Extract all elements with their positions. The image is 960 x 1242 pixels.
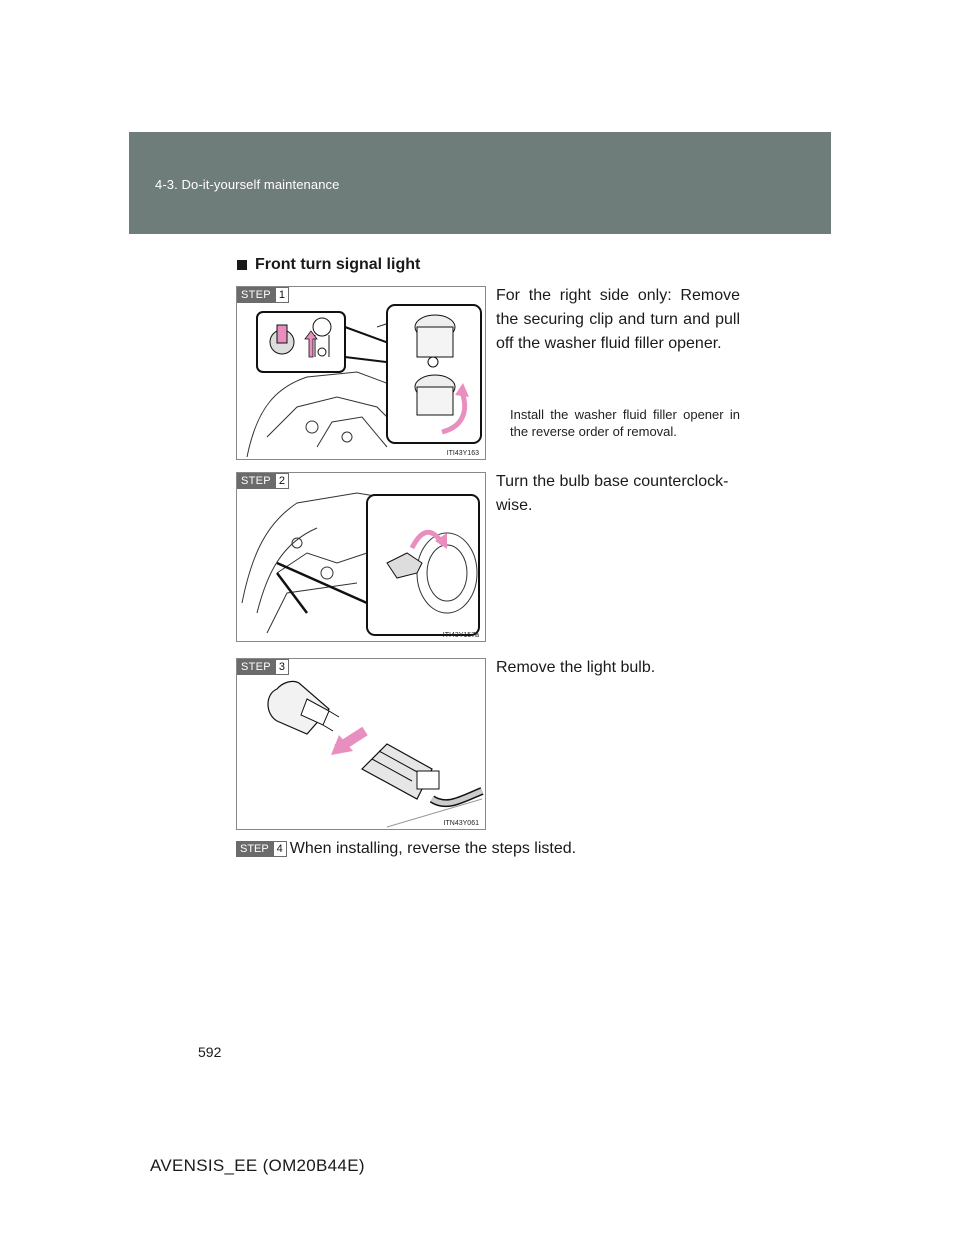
washer-filler-illustration [237, 287, 485, 459]
figure-code: ITN43Y061 [443, 820, 479, 827]
section-heading [237, 256, 420, 274]
square-bullet-icon [237, 260, 247, 270]
step-badge-label: STEP [237, 473, 275, 489]
step-badge-number: 4 [273, 841, 287, 857]
footer-model-code: AVENSIS_EE (OM20B44E) [150, 1156, 365, 1175]
step-badge-number: 2 [275, 473, 289, 489]
step-4-badge [236, 841, 287, 857]
step-1-figure [236, 286, 486, 460]
step-1-note: Install the washer fluid filler opener in the reverse order of removal. [510, 407, 740, 439]
step-2-figure [236, 472, 486, 642]
step-badge-number: 3 [275, 659, 289, 675]
step-badge-number: 1 [275, 287, 289, 303]
step-3-badge [237, 659, 289, 675]
step-badge-label: STEP [237, 287, 275, 303]
section-header-bar [129, 132, 831, 234]
figure-code: ITI43Y163 [446, 450, 479, 457]
step-3-text: Remove the light bulb. [496, 659, 656, 676]
step-2-text: Turn the bulb base counterclock-wise. [496, 473, 729, 514]
step-1-badge [237, 287, 289, 303]
step-4-text: When installing, reverse the steps listed. [289, 840, 577, 857]
step-badge-label: STEP [237, 659, 275, 675]
bulb-base-illustration [237, 473, 485, 641]
heading-text: Front turn signal light [255, 256, 421, 273]
section-title: 4-3. Do-it-yourself maintenance [155, 177, 340, 192]
light-bulb-illustration [237, 659, 485, 829]
step-2-badge [237, 473, 289, 489]
step-badge-label: STEP [236, 841, 273, 857]
step-3-figure [236, 658, 486, 830]
page-number: 592 [198, 1044, 222, 1060]
figure-code: ITI43Y157a [442, 632, 479, 639]
step-4 [236, 840, 576, 858]
step-1-text: For the right side only: Remove the securing clip and turn and pull off the washer fluid filler opener. [496, 287, 740, 352]
